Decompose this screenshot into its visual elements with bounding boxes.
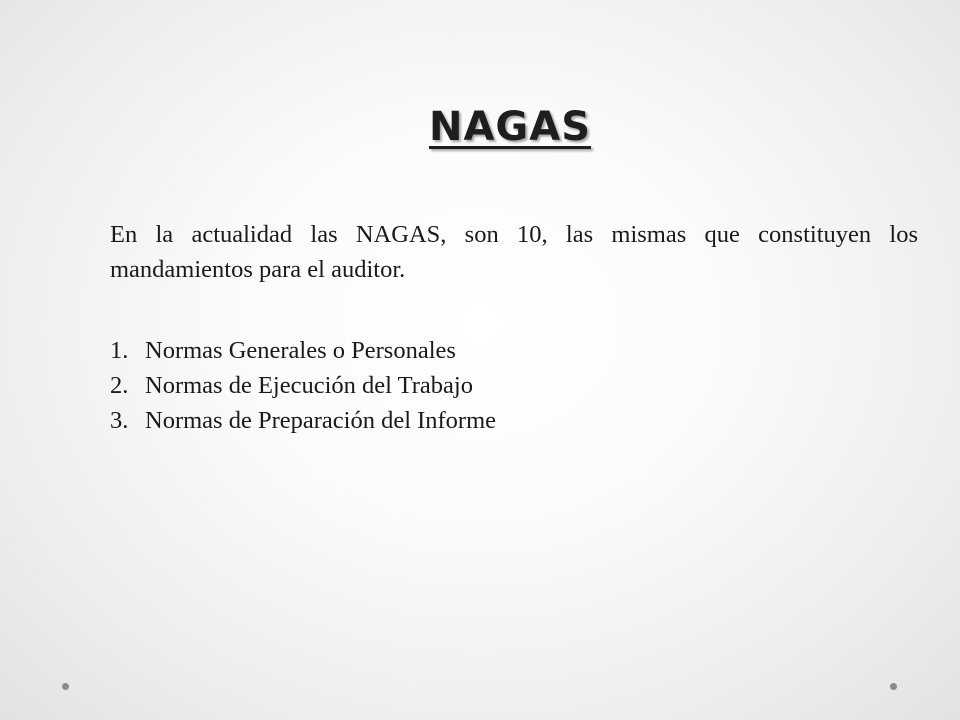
list-item-text: Normas de Ejecución del Trabajo	[145, 372, 473, 400]
list-item	[110, 333, 918, 368]
list-item-number: 3.	[110, 407, 129, 435]
list-item-number: 2.	[110, 372, 129, 400]
norms-list	[110, 333, 918, 438]
list-item-number: 1.	[110, 337, 129, 364]
list-item	[110, 403, 918, 438]
list-item-text: Normas Generales o Personales	[145, 337, 456, 364]
decorative-dot-right	[890, 683, 897, 690]
list-item-text: Normas de Preparación del Informe	[145, 407, 497, 435]
intro-paragraph: En la actualidad las NAGAS, son 10, las mismas que constituyen los mandamientos para el auditor.	[110, 221, 918, 284]
slide-title: NAGAS	[428, 104, 592, 150]
decorative-dot-left	[62, 683, 69, 690]
list-item	[110, 368, 918, 403]
